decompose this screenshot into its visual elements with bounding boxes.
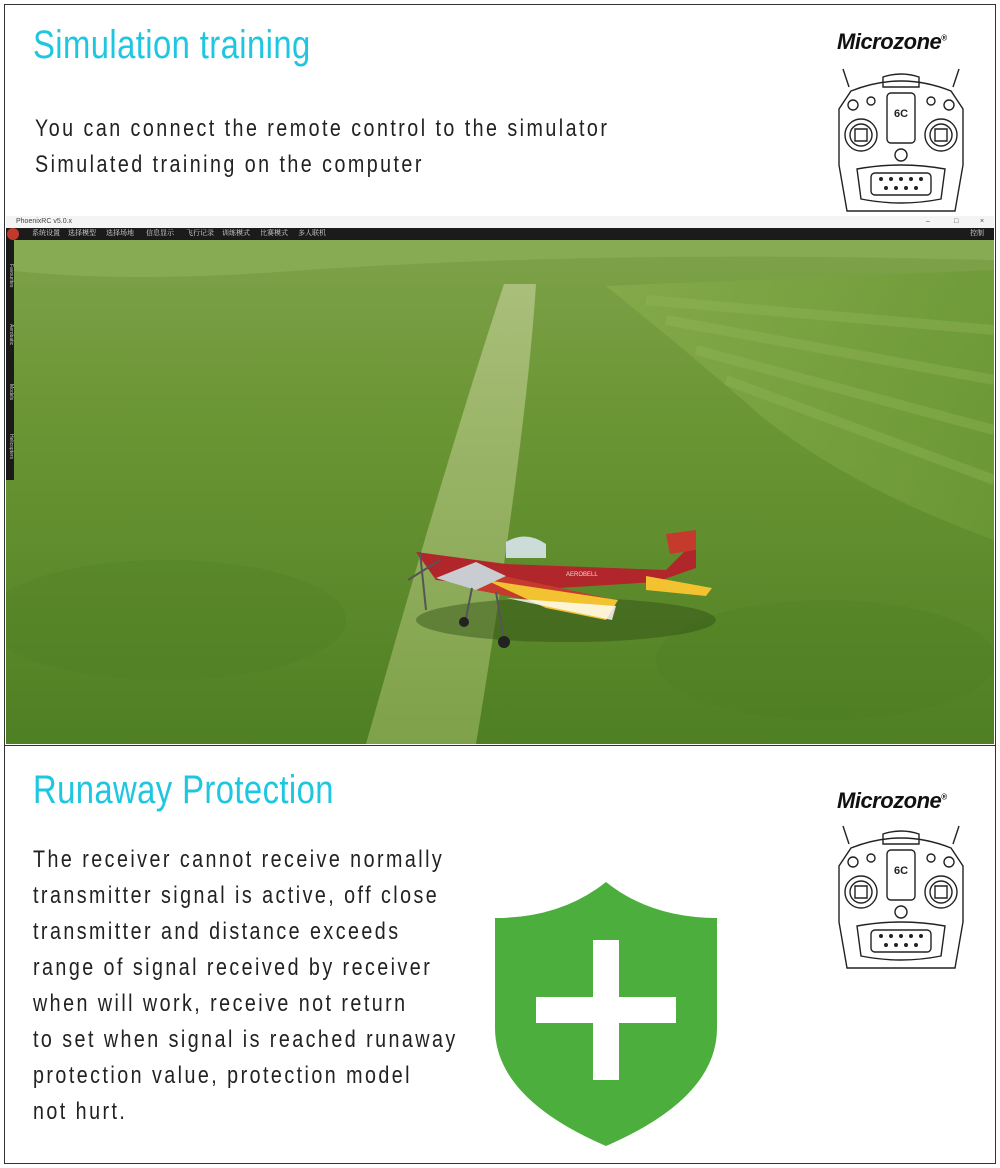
description-line: not hurt. xyxy=(33,1098,128,1125)
sidebar-tab[interactable]: Helicopters xyxy=(8,434,14,460)
menu-item[interactable]: 多人联机 xyxy=(298,230,326,237)
shield-plus-icon xyxy=(491,878,721,1150)
section-title: Runaway Protection xyxy=(33,768,334,812)
section-description xyxy=(35,111,609,183)
remote-control-illustration xyxy=(831,822,971,972)
remote-model-label: 6C xyxy=(893,865,909,877)
simulator-window-title: PhoenixRC v5.0.x xyxy=(16,218,73,225)
maximize-icon[interactable]: □ xyxy=(954,218,959,225)
simulator-screenshot xyxy=(6,216,994,744)
minimize-icon[interactable]: – xyxy=(926,218,930,225)
simulator-title-bar xyxy=(6,216,994,228)
menu-item[interactable]: 系统设置 xyxy=(32,230,60,237)
menu-item[interactable]: 训练模式 xyxy=(222,230,250,237)
runaway-protection-panel xyxy=(4,746,996,1164)
menu-item[interactable]: 选择场地 xyxy=(106,230,134,237)
description-line: when will work, receive not return xyxy=(33,990,408,1017)
remote-control-illustration xyxy=(831,65,971,215)
menu-item-right[interactable]: 控制 xyxy=(970,230,984,237)
description-line: You can connect the remote control to the simulator xyxy=(35,115,610,142)
menu-item[interactable]: 飞行记录 xyxy=(186,230,214,237)
close-icon[interactable]: × xyxy=(980,218,985,225)
description-line: The receiver cannot receive normally xyxy=(33,846,445,873)
sidebar-tab[interactable]: Favourites xyxy=(8,264,14,288)
description-line: range of signal received by receiver xyxy=(33,954,433,981)
section-description xyxy=(33,842,458,1130)
simulator-menu-bar xyxy=(6,228,994,240)
menu-item[interactable]: 信息显示 xyxy=(146,230,174,237)
simulation-training-panel xyxy=(4,4,996,746)
brand-logo: Microzone® xyxy=(837,29,947,54)
sidebar-tab[interactable]: Models xyxy=(8,384,14,401)
description-line: Simulated training on the computer xyxy=(35,151,424,178)
remote-model-label: 6C xyxy=(893,108,909,120)
description-line: transmitter and distance exceeds xyxy=(33,918,401,945)
simulator-scene xyxy=(6,240,994,744)
app-icon xyxy=(7,228,19,240)
menu-item[interactable]: 选择模型 xyxy=(68,230,96,237)
menu-item[interactable]: 比赛模式 xyxy=(260,230,288,237)
sidebar-tab[interactable]: Aerobatic xyxy=(8,324,14,346)
simulator-sidebar xyxy=(6,240,14,480)
section-title: Simulation training xyxy=(33,23,311,67)
description-line: transmitter signal is active, off close xyxy=(33,882,440,909)
description-line: protection value, protection model xyxy=(33,1062,413,1089)
description-line: to set when signal is reached runaway xyxy=(33,1026,458,1053)
airplane-label: AEROBELL xyxy=(566,572,598,578)
brand-logo: Microzone® xyxy=(837,788,947,813)
